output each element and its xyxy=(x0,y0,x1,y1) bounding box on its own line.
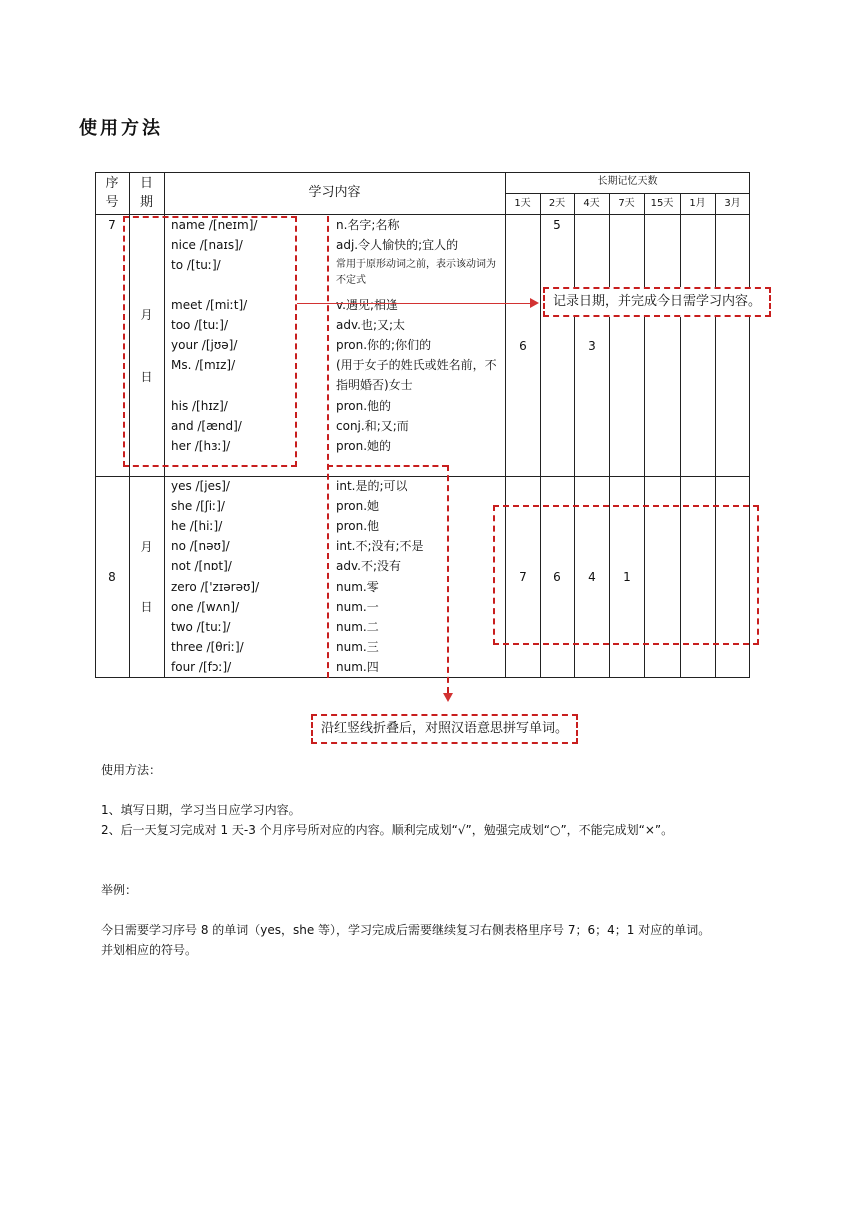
day-7-header: 7天 xyxy=(618,198,635,209)
meaning-meet: v.遇见;相逢 xyxy=(336,298,399,312)
word-yes: yes /[jes]/ xyxy=(171,479,230,493)
word-name: name /[neɪm]/ xyxy=(171,218,258,232)
usage-heading: 使用方法： xyxy=(101,763,162,777)
meaning-too: adv.也;又;太 xyxy=(336,318,406,332)
month-1-header: 1月 xyxy=(689,198,706,209)
word-two: two /[tuː]/ xyxy=(171,620,231,634)
date-day-8: 日 xyxy=(140,600,153,614)
month-3-header: 3月 xyxy=(724,198,741,209)
fold-line xyxy=(327,216,329,678)
word-highlight-box xyxy=(123,216,297,467)
word-ms: Ms. /[mɪz]/ xyxy=(171,358,236,372)
word-meet: meet /[miːt]/ xyxy=(171,298,248,312)
meaning-two: num.二 xyxy=(336,620,379,634)
record-arrow-head xyxy=(530,298,539,308)
day-1-header: 1天 xyxy=(514,198,531,209)
group7-day2-mark: 5 xyxy=(553,218,561,232)
word-to: to /[tuː]/ xyxy=(171,258,221,272)
meaning-nice: adj.令人愉快的;宜人的 xyxy=(336,238,459,252)
meaning-she: pron.她 xyxy=(336,499,380,513)
meaning-her: pron.她的 xyxy=(336,439,392,453)
seq-header-1: 序 xyxy=(105,176,119,191)
seq-header-2: 号 xyxy=(105,195,119,210)
meaning-he: pron.他 xyxy=(336,519,380,533)
meaning-name: n.名字;名称 xyxy=(336,218,400,232)
meaning-not: adv.不;没有 xyxy=(336,559,401,573)
meaning-yes: int.是的;可以 xyxy=(336,479,408,493)
example-heading: 举例： xyxy=(101,883,138,897)
record-callout: 记录日期，并完成今日需学习内容。 xyxy=(543,287,771,317)
meaning-your: pron.你的;你们的 xyxy=(336,338,432,352)
word-no: no /[nəʊ]/ xyxy=(171,539,230,553)
meaning-to: 常用于原形动词之前，表示该动词为不定式 xyxy=(336,259,496,286)
date-header-1: 日 xyxy=(139,176,153,191)
date-day-7: 日 xyxy=(140,370,153,384)
fold-arrow-head xyxy=(443,693,453,702)
word-four: four /[fɔː]/ xyxy=(171,660,232,674)
usage-step-1: 1、填写日期，学习当日应学习内容。 xyxy=(101,803,301,817)
date-header-2: 期 xyxy=(139,195,153,210)
word-three: three /[θriː]/ xyxy=(171,640,244,654)
date-month-7: 月 xyxy=(140,308,153,322)
group8-day4-mark: 4 xyxy=(588,570,596,584)
meaning-four: num.四 xyxy=(336,660,379,674)
group7-day4-mark: 3 xyxy=(588,339,596,353)
day-2-header: 2天 xyxy=(548,198,566,209)
meaning-three: num.三 xyxy=(336,640,379,654)
word-zero: zero /['zɪərəʊ]/ xyxy=(171,580,260,594)
seq-7: 7 xyxy=(108,218,116,232)
meaning-and: conj.和;又;而 xyxy=(336,419,409,433)
date-month-8: 月 xyxy=(140,540,153,554)
group7-day1-mark: 6 xyxy=(519,339,527,353)
example-line-2: 并划相应的符号。 xyxy=(101,943,198,957)
word-one: one /[wʌn]/ xyxy=(171,600,240,614)
fold-arrow-top xyxy=(327,465,448,467)
day-4-header: 4天 xyxy=(583,198,600,209)
memory-header: 长期记忆天数 xyxy=(597,176,658,187)
seq-8: 8 xyxy=(108,570,116,584)
usage-step-2: 2、后一天复习完成对 1 天-3 个月序号所对应的内容。顺利完成划“√”，勉强完成划“○”，不能完成划“×”。 xyxy=(101,823,674,837)
word-and: and /[ænd]/ xyxy=(171,419,242,433)
word-he: he /[hiː]/ xyxy=(171,519,223,533)
example-line-1: 今日需要学习序号 8 的单词（yes，she 等），学习完成后需要继续复习右侧表格里序号 7；6；4；1 对应的单词。 xyxy=(101,923,711,937)
word-not: not /[nɒt]/ xyxy=(171,559,232,573)
group8-day7-mark: 1 xyxy=(623,570,631,584)
group8-day2-mark: 6 xyxy=(553,570,561,584)
record-arrow-line xyxy=(297,303,530,304)
content-header: 学习内容 xyxy=(308,185,361,200)
group8-day1-mark: 7 xyxy=(519,570,527,584)
fold-arrow-line xyxy=(447,465,449,693)
meaning-his: pron.他的 xyxy=(336,399,392,413)
meaning-no: int.不;没有;不是 xyxy=(336,539,424,553)
review-marks-highlight-box xyxy=(493,505,759,645)
word-his: his /[hɪz]/ xyxy=(171,399,228,413)
day-15-header: 15天 xyxy=(650,198,674,209)
meaning-zero: num.零 xyxy=(336,580,379,594)
fold-callout: 沿红竖线折叠后，对照汉语意思拼写单词。 xyxy=(311,714,578,744)
word-too: too /[tuː]/ xyxy=(171,318,229,332)
word-her: her /[hɜː]/ xyxy=(171,439,231,453)
word-your: your /[jʊə]/ xyxy=(171,338,238,352)
word-nice: nice /[naɪs]/ xyxy=(171,238,243,252)
meaning-one: num.一 xyxy=(336,600,379,614)
word-she: she /[ʃiː]/ xyxy=(171,499,225,513)
meaning-ms: (用于女子的姓氏或姓名前，不指明婚否)女士 xyxy=(336,358,497,392)
page-title: 使用方法 xyxy=(79,118,163,139)
